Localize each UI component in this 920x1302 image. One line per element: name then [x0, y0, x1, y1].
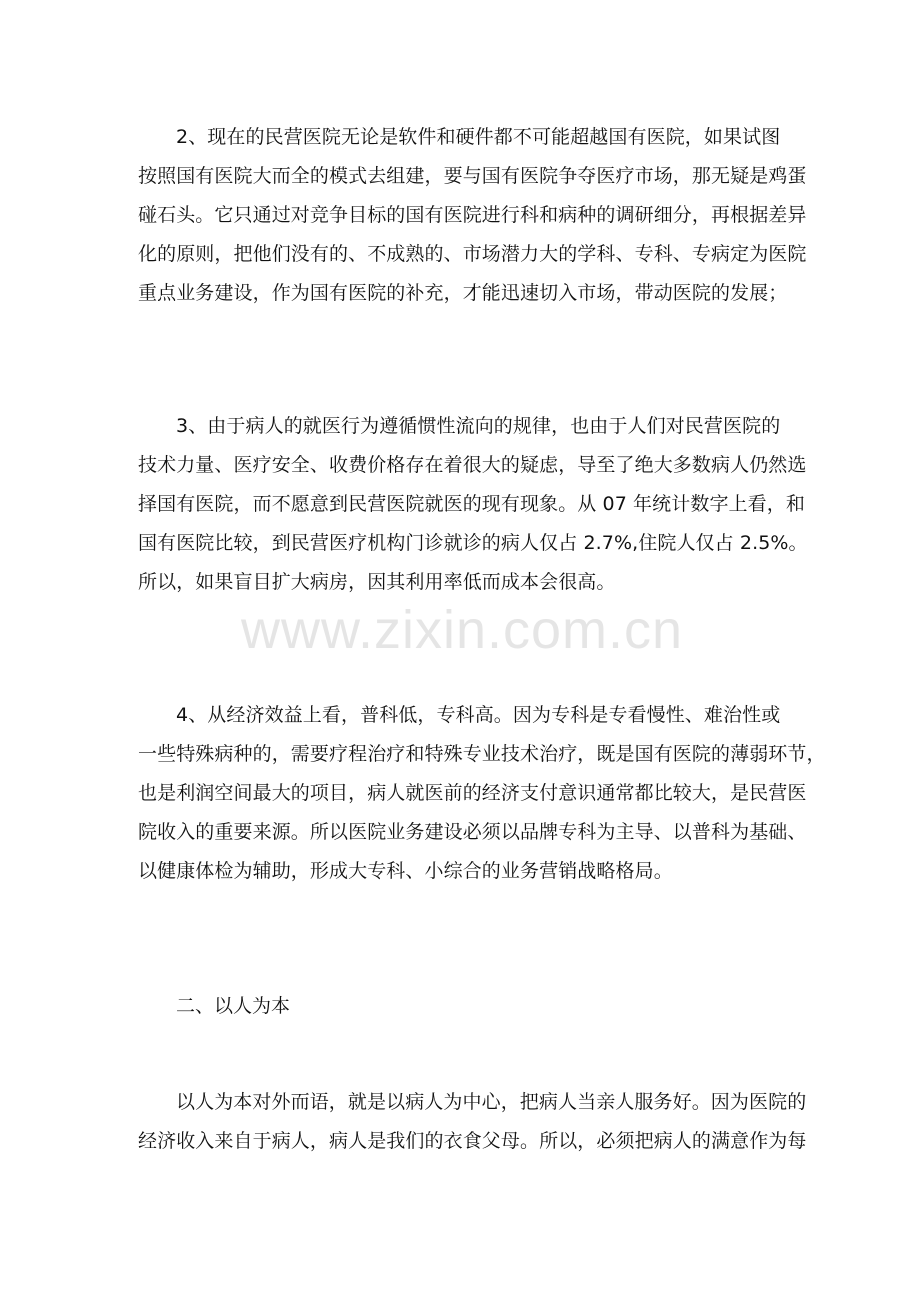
paragraph-line: 化的原则，把他们没有的、不成熟的、市场潜力大的学科、专科、专病定为医院 — [138, 243, 807, 265]
section-heading: 二、以人为本 — [176, 995, 291, 1017]
paragraph-line: 院收入的重要来源。所以医院业务建设必须以品牌专科为主导、以普科为基础、 — [138, 821, 807, 843]
paragraph-3 — [138, 407, 808, 602]
paragraph-line: 重点业务建设，作为国有医院的补充，才能迅速切入市场，带动医院的发展； — [138, 282, 788, 304]
paragraph-line: 按照国有医院大而全的模式去组建，要与国有医院争夺医疗市场，那无疑是鸡蛋 — [138, 165, 807, 187]
paragraph-people-oriented — [138, 1083, 807, 1161]
paragraph-line: 技术力量、医疗安全、收费价格存在着很大的疑虑，导至了绝大多数病人仍然选 — [138, 454, 807, 476]
paragraph-line: 一些特殊病种的，需要疗程治疗和特殊专业技术治疗，既是国有医院的薄弱环节， — [138, 743, 826, 765]
paragraph-line: 择国有医院，而不愿意到民营医院就医的现有现象。从 07 年统计数字上看，和 — [138, 493, 805, 515]
paragraph-line: 以人为本对外而语，就是以病人为中心，把病人当亲人服务好。因为医院的 — [176, 1091, 807, 1113]
paragraph-line: 3、由于病人的就医行为遵循惯性流向的规律，也由于人们对民营医院的 — [176, 415, 781, 437]
paragraph-line: 国有医院比较，到民营医疗机构门诊就诊的病人仅占 2.7%,住院人仅占 2.5%。 — [138, 532, 808, 554]
paragraph-line: 以健康体检为辅助，形成大专科、小综合的业务营销战略格局。 — [138, 860, 673, 882]
paragraph-line: 2、现在的民营医院无论是软件和硬件都不可能超越国有医院，如果试图 — [176, 126, 781, 148]
watermark: www.zixin.com.cn — [240, 600, 684, 660]
paragraph-line: 4、从经济效益上看，普科低，专科高。因为专科是专看慢性、难治性或 — [176, 704, 781, 726]
paragraph-line: 也是利润空间最大的项目，病人就医前的经济支付意识通常都比较大，是民营医 — [138, 782, 807, 804]
paragraph-line: 经济收入来自于病人，病人是我们的衣食父母。所以，必须把病人的满意作为每 — [138, 1130, 807, 1152]
paragraph-4 — [138, 696, 826, 891]
paragraph-line: 所以，如果盲目扩大病房，因其利用率低而成本会很高。 — [138, 571, 616, 593]
paragraph-line: 碰石头。它只通过对竞争目标的国有医院进行科和病种的调研细分，再根据差异 — [138, 204, 807, 226]
paragraph-2 — [138, 118, 807, 313]
